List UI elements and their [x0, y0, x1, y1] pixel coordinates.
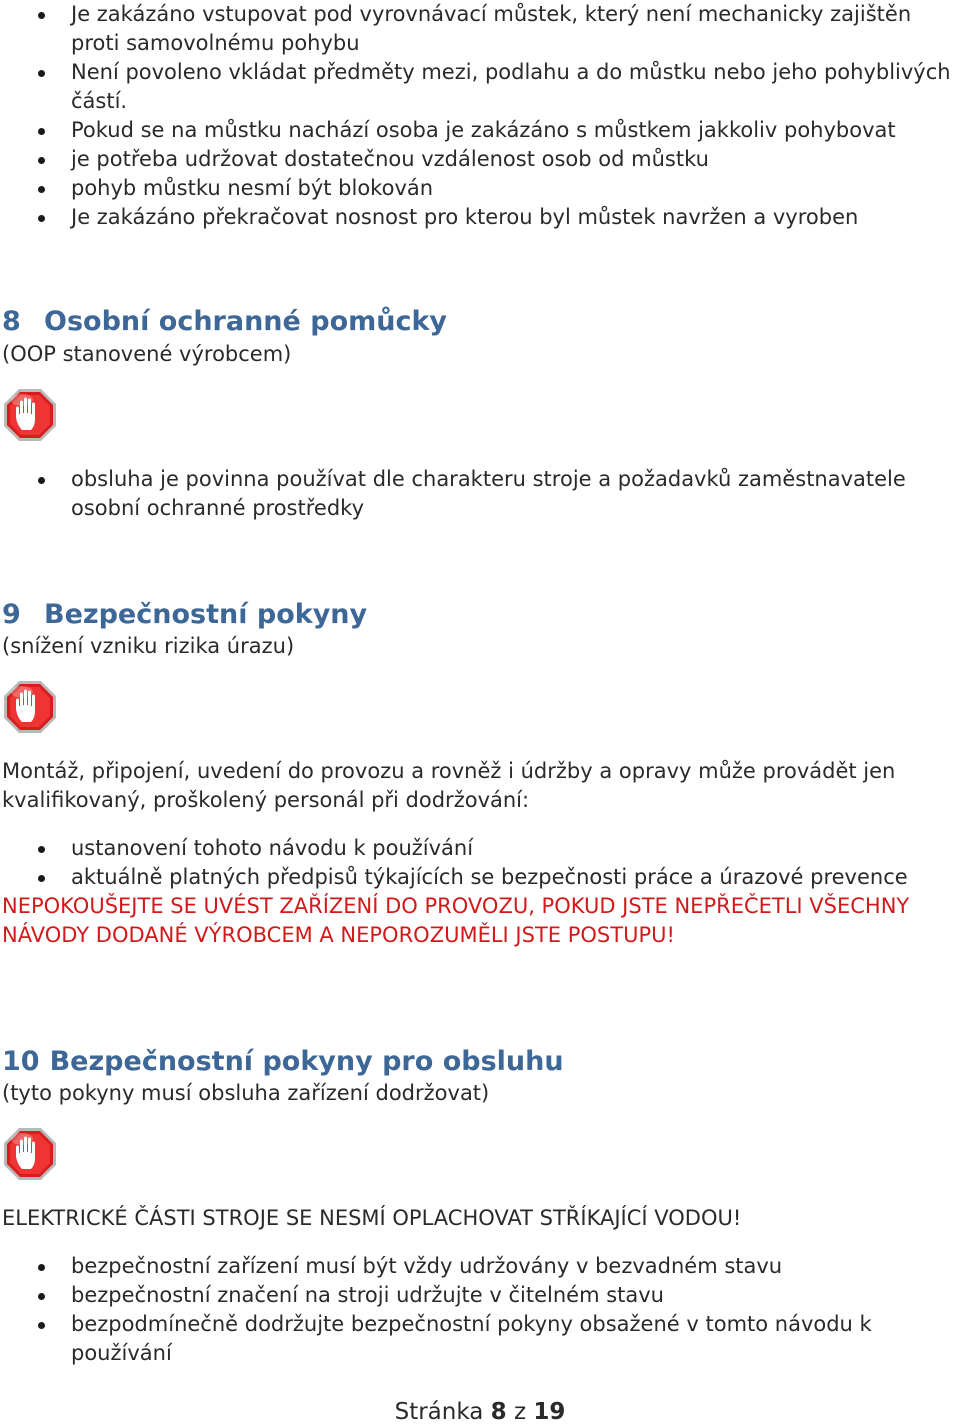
section-8-heading [2, 305, 447, 339]
list-item [0, 145, 960, 174]
list-item [0, 203, 960, 232]
list-item [0, 58, 960, 116]
bullet-icon [38, 846, 45, 853]
section-10-list [0, 1252, 960, 1368]
list-item-text: bezpečnostní značení na stroji udržujte v čitelném stavu [71, 1283, 664, 1307]
section-10-subtitle: (tyto pokyny musí obsluha zařízení dodržovat) [2, 1081, 490, 1105]
list-item [0, 174, 960, 203]
list-item [0, 1310, 960, 1368]
list-item-text: aktuálně platných předpisů týkajících se bezpečnosti práce a úrazové prevence [71, 865, 908, 889]
page-label: Stránka [394, 1399, 484, 1424]
bullet-icon [38, 70, 45, 77]
bullet-icon [38, 1293, 45, 1300]
section-9-heading [2, 598, 367, 632]
list-item-text: Pokud se na můstku nachází osoba je zakázáno s můstkem jakkoliv pohybovat [71, 118, 896, 142]
section-10-heading [2, 1045, 564, 1079]
list-item-text: Je zakázáno vstupovat pod vyrovnávací můstek, který není mechanicky zajištěn proti samovolnému pohybu [71, 2, 912, 55]
section-9-subtitle: (snížení vzniku rizika úrazu) [2, 634, 295, 658]
list-item-text: ustanovení tohoto návodu k používání [71, 836, 474, 860]
section-9-intro: Montáž, připojení, uvedení do provozu a rovněž i údržby a opravy může provádět jen kvalifikovaný, proškolený personál při dodržování: [2, 759, 896, 812]
stop-hand-icon [2, 679, 58, 735]
bullet-icon [38, 215, 45, 222]
section-8-list [0, 465, 960, 523]
bullet-icon [38, 12, 45, 19]
list-item [0, 465, 960, 523]
page-footer [0, 1397, 960, 1424]
bullet-icon [38, 1322, 45, 1329]
section-number: 8 [2, 306, 21, 337]
page-current: 8 [490, 1399, 507, 1424]
list-item [0, 863, 960, 892]
bullet-icon [38, 1264, 45, 1271]
section-title: Osobní ochranné pomůcky [44, 306, 448, 337]
list-item [0, 834, 960, 863]
section-9-warning: NEPOKOUŠEJTE SE UVÉST ZAŘÍZENÍ DO PROVOZU, POKUD JSTE NEPŘEČETLI VŠECHNY NÁVODY DODANÉ VÝROBCEM A NEPOROZUMĚLI JSTE POSTUPU! [2, 894, 910, 947]
list-item-text: je potřeba udržovat dostatečnou vzdálenost osob od můstku [71, 147, 709, 171]
stop-hand-icon [2, 1126, 58, 1182]
bullet-icon [38, 157, 45, 164]
list-item-text: pohyb můstku nesmí být blokován [71, 176, 434, 200]
section-10-notice: ELEKTRICKÉ ČÁSTI STROJE SE NESMÍ OPLACHOVAT STŘÍKAJÍCÍ VODOU! [2, 1206, 742, 1230]
rules-list [0, 0, 960, 232]
bullet-icon [38, 875, 45, 882]
section-9-list [0, 834, 960, 892]
list-item-text: obsluha je povinna používat dle charakteru stroje a požadavků zaměstnavatele osobní ochranné prostředky [71, 467, 906, 520]
page-separator: z [514, 1399, 527, 1424]
list-item-text: Není povoleno vkládat předměty mezi, podlahu a do můstku nebo jeho pohyblivých částí. [71, 60, 951, 113]
list-item [0, 1252, 960, 1281]
section-number: 10 [2, 1046, 40, 1077]
list-item [0, 1281, 960, 1310]
section-title: Bezpečnostní pokyny pro obsluhu [49, 1046, 564, 1077]
section-number: 9 [2, 599, 21, 630]
section-title: Bezpečnostní pokyny [44, 599, 368, 630]
bullet-icon [38, 128, 45, 135]
bullet-icon [38, 186, 45, 193]
section-8-subtitle: (OOP stanovené výrobcem) [2, 342, 292, 366]
stop-hand-icon [2, 387, 58, 443]
bullet-icon [38, 477, 45, 484]
list-item [0, 116, 960, 145]
list-item-text: bezpečnostní zařízení musí být vždy udržovány v bezvadném stavu [71, 1254, 783, 1278]
list-item [0, 0, 960, 58]
page-total: 19 [533, 1399, 566, 1424]
list-item-text: Je zakázáno překračovat nosnost pro kterou byl můstek navržen a vyroben [71, 205, 859, 229]
list-item-text: bezpodmínečně dodržujte bezpečnostní pokyny obsažené v tomto návodu k používání [71, 1312, 872, 1365]
